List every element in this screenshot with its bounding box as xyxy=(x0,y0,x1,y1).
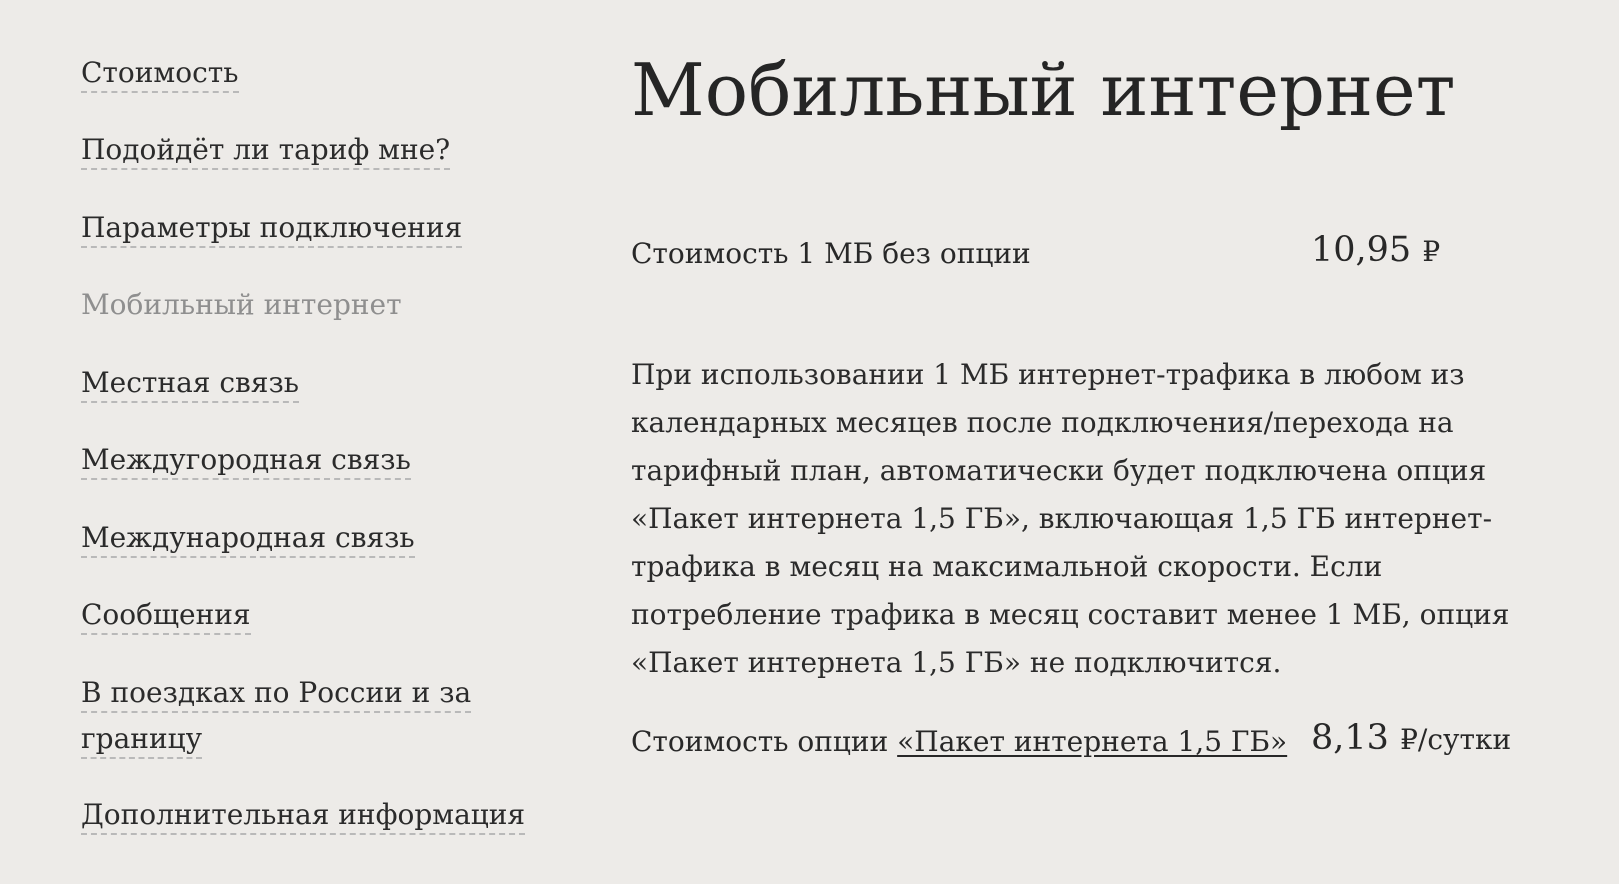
option-link[interactable]: «Пакет интернета 1,5 ГБ» xyxy=(897,725,1288,758)
sidebar-item-long-distance-calls[interactable] xyxy=(81,437,411,483)
sidebar-item-label: Международная связь xyxy=(81,521,415,558)
option-label xyxy=(631,722,1287,762)
sidebar-item-tariff-fit[interactable] xyxy=(81,127,450,173)
sidebar-item-cost[interactable] xyxy=(81,50,239,96)
sidebar-item-travel[interactable] xyxy=(81,670,481,762)
sidebar-item-label: В поездках по России и за границу xyxy=(81,676,471,759)
page-title: Мобильный интернет xyxy=(631,48,1456,132)
price-label: Стоимость 1 МБ без опции xyxy=(631,237,1031,270)
sidebar-item-local-calls[interactable] xyxy=(81,360,299,406)
option-label-prefix: Стоимость опции xyxy=(631,725,889,758)
price-value xyxy=(1311,230,1440,272)
sidebar-item-mobile-internet xyxy=(81,282,402,328)
option-price-amount: 8,13 xyxy=(1311,718,1389,758)
sidebar-item-label: Стоимость xyxy=(81,56,239,93)
sidebar-item-label: Дополнительная информация xyxy=(81,798,525,835)
sidebar-item-connection-params[interactable] xyxy=(81,205,462,251)
sidebar-item-label: Местная связь xyxy=(81,366,299,403)
option-price-value xyxy=(1311,718,1511,760)
sidebar-item-label: Сообщения xyxy=(81,598,251,635)
sidebar-item-label: Параметры подключения xyxy=(81,211,462,248)
sidebar-item-international-calls[interactable] xyxy=(81,515,415,561)
sidebar-item-messages[interactable] xyxy=(81,592,251,638)
sidebar-item-additional-info[interactable] xyxy=(81,792,525,838)
price-amount: 10,95 xyxy=(1311,230,1412,270)
sidebar-item-label: Междугородная связь xyxy=(81,443,411,480)
sidebar-item-label: Мобильный интернет xyxy=(81,288,402,321)
price-unit: ₽ xyxy=(1422,235,1441,268)
option-price-unit: ₽/сутки xyxy=(1400,723,1512,756)
sidebar-item-label: Подойдёт ли тариф мне? xyxy=(81,133,450,170)
description-text: При использовании 1 МБ интернет-трафика в любом из календарных месяцев после подключения/перехода на тарифный план, автоматически будет подключена опция «Пакет интернета 1,5 ГБ», включающая 1,5 ГБ интернет-трафика в месяц на максимальной скорости. Если потребление трафика в месяц составит менее 1 МБ, опция «Пакет интернета 1,5 ГБ» не подключится. xyxy=(631,358,1510,679)
